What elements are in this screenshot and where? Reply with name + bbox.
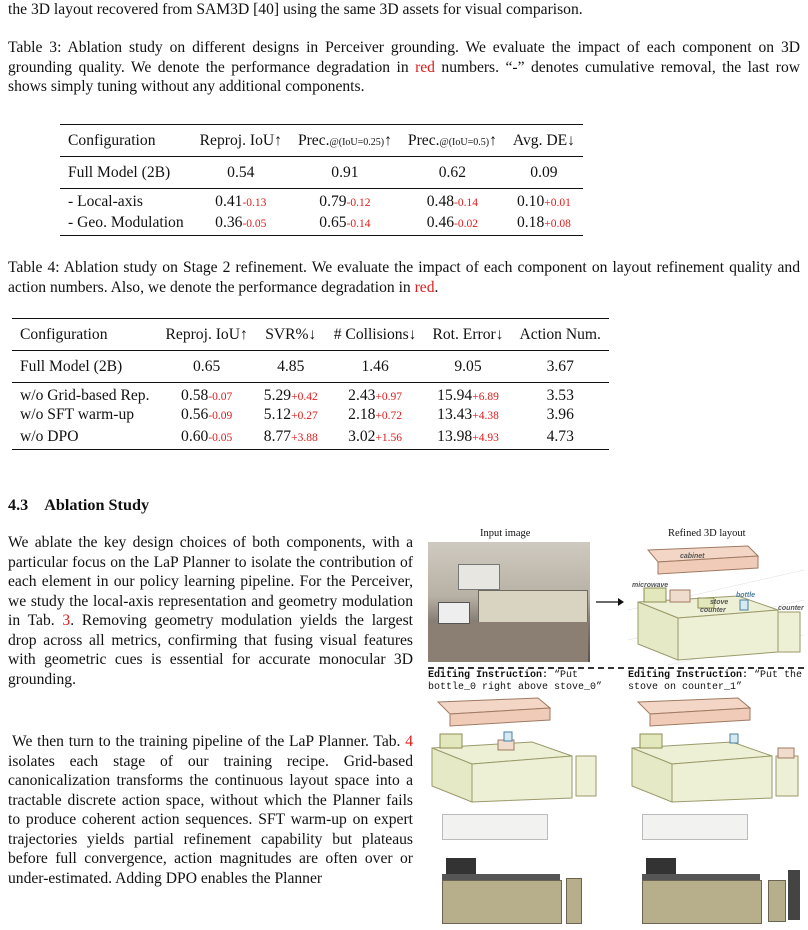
t3-head-de: Avg. DE↓ xyxy=(512,131,575,149)
t4-cell: 2.18+0.72 xyxy=(348,406,403,423)
arrow-right-icon xyxy=(596,596,624,608)
cabinet-render-left xyxy=(442,814,548,840)
t4-full-cell: 1.46 xyxy=(361,357,389,375)
figure xyxy=(428,528,804,928)
t4-cell: 8.77+3.88 xyxy=(263,427,318,445)
t3-cell: 0.46-0.02 xyxy=(426,213,479,231)
edited-layout-right xyxy=(628,694,804,806)
label-microwave: microwave xyxy=(632,582,669,589)
t3-head-prec5: Prec.@(IoU=0.5)↑ xyxy=(407,131,497,149)
t3-full-label: Full Model (2B) xyxy=(68,163,171,181)
t4-cell: 0.56-0.09 xyxy=(181,406,233,423)
table3 xyxy=(60,124,583,236)
t4-cell: 0.60-0.05 xyxy=(181,427,233,445)
t3-cell: 0.18+0.08 xyxy=(516,213,571,231)
t4-cell: 13.43+4.38 xyxy=(437,406,499,423)
t4-full-cell: 0.65 xyxy=(193,357,221,375)
cabinet-render-right xyxy=(642,814,748,840)
counter-render-left xyxy=(442,858,582,922)
edited-layout-left xyxy=(428,694,598,806)
t4-cell: 5.12+0.27 xyxy=(263,406,318,423)
t4-cell: 3.53 xyxy=(546,387,574,404)
label-stove: stove xyxy=(710,599,729,606)
table3-caption: Table 3: Ablation study on different designs in Perceiver grounding. We evaluate the impact of each component on 3D grounding quality. We denote the performance degradation in red numbers. “-” denotes cumulative removal, the last row shows simply tuning without any additional components. xyxy=(8,39,800,95)
tab3-ref[interactable]: 3 xyxy=(62,612,71,629)
t4-cell: 3.02+1.56 xyxy=(348,427,403,445)
intro-line: the 3D layout recovered from SAM3D [40] using the same 3D assets for visual comparison. xyxy=(8,1,583,18)
label-bottle: bottle xyxy=(736,592,756,599)
edit-instruction-left: Editing Instruction: “Put bottle_0 right above stove_0” xyxy=(428,670,603,693)
t3-full-de: 0.09 xyxy=(530,163,558,181)
t4-head: Rot. Error↓ xyxy=(432,325,504,343)
t3-cell: 0.65-0.14 xyxy=(319,213,371,231)
t3-cell: 0.10+0.01 xyxy=(516,193,571,210)
t3-row-label: - Geo. Modulation xyxy=(68,213,184,231)
t4-full-cell: 9.05 xyxy=(454,357,482,375)
paragraph-2: We then turn to the training pipeline of the LaP Planner. Tab. 4 isolates each stage of our training recipe. Grid-based canonicalization transforms the continuous layout space into a tractable discrete action space, without which the Planner fails to produce coherent action sequences. SFT warm-up on expert trajectories yields partial refinement capability but plateaus before full convergence, action magnitudes are often over or under-estimated. Adding DPO enables the Planner xyxy=(8,733,413,887)
t3-full-iou: 0.54 xyxy=(227,163,255,181)
t3-row-label: - Local-axis xyxy=(68,193,143,210)
t4-cell: 3.96 xyxy=(546,406,574,423)
t4-full-cell: 4.85 xyxy=(277,357,305,375)
paragraph-1: We ablate the key design choices of both components, with a particular focus on the LaP Planner to isolate the contribution of each element in our policy learning pipeline. For the Perceiver, we study the local-axis representation and geometry modulation in Tab. 3. Removing geometry modulation yields the largest drop across all metrics, confirming that fusing visual features with geometric cues is essential for accurate monocular 3D grounding. xyxy=(8,534,414,688)
t4-head: Reproj. IoU↑ xyxy=(165,325,248,343)
input-image-label: Input image xyxy=(480,528,531,539)
t4-head: SVR%↓ xyxy=(265,325,317,343)
t4-cell: 5.29+0.42 xyxy=(263,387,318,404)
t4-head: # Collisions↓ xyxy=(333,325,417,343)
edit-instruction-right: Editing Instruction: “Put the stove on counter_1” xyxy=(628,670,803,693)
t3-cell: 0.41-0.13 xyxy=(215,193,267,210)
t3-cell: 0.79-0.12 xyxy=(319,193,371,210)
t4-cell: 0.58-0.07 xyxy=(181,387,233,404)
t4-cell: 15.94+6.89 xyxy=(437,387,499,404)
label-cabinet: cabinet xyxy=(680,553,705,560)
label-counter-2: counter xyxy=(778,605,804,612)
t4-row-label: w/o Grid-based Rep. xyxy=(20,387,150,404)
t4-full-cell: 3.67 xyxy=(546,357,574,375)
t3-cell: 0.48-0.14 xyxy=(426,193,479,210)
table4 xyxy=(12,318,609,450)
t4-cell: 2.43+0.97 xyxy=(348,387,403,404)
label-counter: counter xyxy=(700,607,726,614)
refined-layout-label: Refined 3D layout xyxy=(668,528,746,539)
refined-layout-scene xyxy=(628,540,804,665)
section-heading: 4.3 Ablation Study xyxy=(8,496,150,514)
t4-row-label: w/o DPO xyxy=(20,427,79,445)
t3-full-p25: 0.91 xyxy=(331,163,359,181)
t3-full-p5: 0.62 xyxy=(438,163,467,181)
t4-head: Action Num. xyxy=(519,325,601,343)
divider xyxy=(428,667,804,669)
t3-head-config: Configuration xyxy=(68,131,156,149)
t3-cell: 0.36-0.05 xyxy=(215,213,267,231)
t3-head-prec25: Prec.@(IoU=0.25)↑ xyxy=(297,131,392,149)
counter-render-right xyxy=(642,858,802,922)
input-photo xyxy=(428,542,590,662)
t4-full-label: Full Model (2B) xyxy=(20,357,123,375)
t4-cell: 13.98+4.93 xyxy=(437,427,499,445)
t4-head-config: Configuration xyxy=(20,325,108,343)
tab4-ref[interactable]: 4 xyxy=(405,733,413,750)
t4-cell: 4.73 xyxy=(546,427,574,445)
t3-head-iou: Reproj. IoU↑ xyxy=(199,131,282,149)
t4-row-label: w/o SFT warm-up xyxy=(20,406,135,423)
table4-caption: Table 4: Ablation study on Stage 2 refinement. We evaluate the impact of each component on layout refinement quality and action numbers. Also, we denote the performance degradation in red. xyxy=(8,259,800,296)
